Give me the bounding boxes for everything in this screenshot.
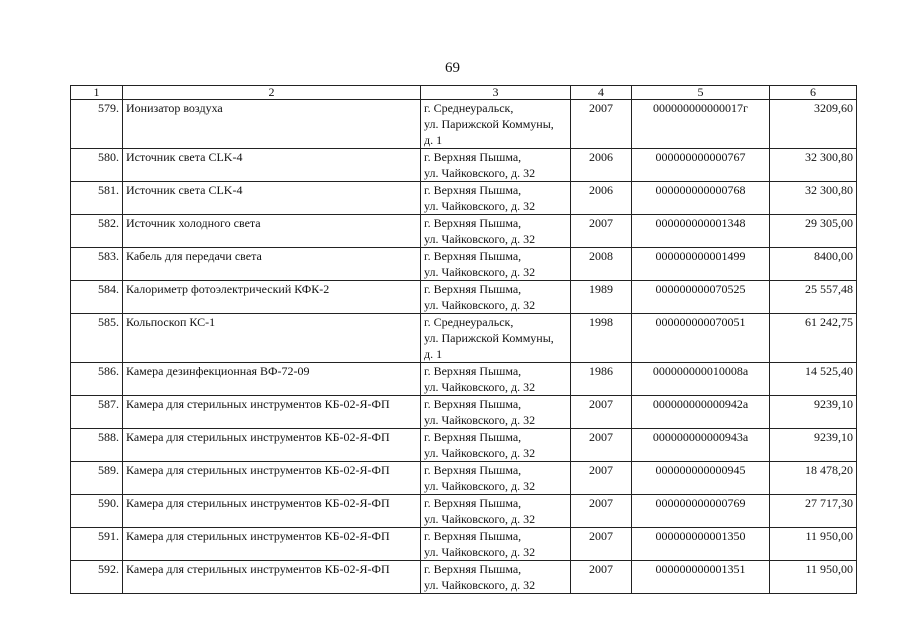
column-header-3: 3	[421, 86, 571, 100]
item-name-cell: Камера для стерильных инструментов КБ-02-Я-ФП	[123, 561, 421, 594]
row-number-cell: 579.	[71, 100, 123, 149]
row-number-cell: 592.	[71, 561, 123, 594]
value-cell: 32 300,80	[770, 182, 857, 215]
address-line: ул. Чайковского, д. 32	[424, 512, 536, 526]
inventory-number-cell: 000000000000769	[632, 495, 770, 528]
column-header-4: 4	[571, 86, 632, 100]
inventory-number-cell: 000000000000768	[632, 182, 770, 215]
address-cell	[421, 281, 571, 314]
value-cell: 25 557,48	[770, 281, 857, 314]
item-name-cell: Камера для стерильных инструментов КБ-02-Я-ФП	[123, 528, 421, 561]
address-line: ул. Чайковского, д. 32	[424, 232, 536, 246]
table-row	[71, 495, 857, 528]
item-name-cell: Источник света CLK-4	[123, 182, 421, 215]
inventory-number-cell: 000000000001350	[632, 528, 770, 561]
row-number-cell: 588.	[71, 429, 123, 462]
address-line: ул. Чайковского, д. 32	[424, 446, 536, 460]
inventory-number-cell: 000000000000767	[632, 149, 770, 182]
table-row	[71, 396, 857, 429]
table-row	[71, 462, 857, 495]
address-cell	[421, 248, 571, 281]
address-line: д. 1	[424, 133, 443, 147]
value-cell: 11 950,00	[770, 561, 857, 594]
address-line: ул. Чайковского, д. 32	[424, 380, 536, 394]
inventory-number-cell: 000000000000943а	[632, 429, 770, 462]
address-line: г. Верхняя Пышма,	[424, 183, 522, 197]
address-line: ул. Чайковского, д. 32	[424, 199, 536, 213]
address-line: г. Среднеуральск,	[424, 101, 514, 115]
year-cell: 2007	[571, 462, 632, 495]
address-line: ул. Чайковского, д. 32	[424, 298, 536, 312]
table-row	[71, 100, 857, 149]
address-line: г. Верхняя Пышма,	[424, 150, 522, 164]
address-cell	[421, 396, 571, 429]
address-cell	[421, 429, 571, 462]
year-cell: 2007	[571, 528, 632, 561]
row-number-cell: 591.	[71, 528, 123, 561]
year-cell: 2007	[571, 100, 632, 149]
value-cell: 3209,60	[770, 100, 857, 149]
address-cell	[421, 100, 571, 149]
value-cell: 18 478,20	[770, 462, 857, 495]
value-cell: 61 242,75	[770, 314, 857, 363]
address-cell	[421, 149, 571, 182]
row-number-cell: 586.	[71, 363, 123, 396]
table-row	[71, 561, 857, 594]
inventory-number-cell: 000000000000945	[632, 462, 770, 495]
table-row	[71, 314, 857, 363]
address-line: д. 1	[424, 347, 443, 361]
year-cell: 1998	[571, 314, 632, 363]
column-header-1: 1	[71, 86, 123, 100]
column-header-5: 5	[632, 86, 770, 100]
column-header-2: 2	[123, 86, 421, 100]
value-cell: 29 305,00	[770, 215, 857, 248]
year-cell: 2007	[571, 396, 632, 429]
inventory-number-cell: 000000000070525	[632, 281, 770, 314]
address-line: г. Верхняя Пышма,	[424, 249, 522, 263]
address-line: г. Верхняя Пышма,	[424, 496, 522, 510]
item-name-cell: Камера для стерильных инструментов КБ-02-Я-ФП	[123, 429, 421, 462]
item-name-cell: Кольпоскоп КС-1	[123, 314, 421, 363]
column-number-row	[71, 86, 857, 100]
value-cell: 14 525,40	[770, 363, 857, 396]
item-name-cell: Камера для стерильных инструментов КБ-02-Я-ФП	[123, 462, 421, 495]
address-line: г. Верхняя Пышма,	[424, 216, 522, 230]
value-cell: 32 300,80	[770, 149, 857, 182]
row-number-cell: 583.	[71, 248, 123, 281]
address-line: ул. Парижской Коммуны,	[424, 117, 554, 131]
table-row	[71, 281, 857, 314]
address-line: ул. Чайковского, д. 32	[424, 166, 536, 180]
table-row	[71, 528, 857, 561]
item-name-cell: Ионизатор воздуха	[123, 100, 421, 149]
address-line: ул. Чайковского, д. 32	[424, 413, 536, 427]
row-number-cell: 589.	[71, 462, 123, 495]
table-row	[71, 215, 857, 248]
row-number-cell: 580.	[71, 149, 123, 182]
inventory-number-cell: 000000000000017г	[632, 100, 770, 149]
page-number: 69	[445, 60, 460, 76]
table-row	[71, 363, 857, 396]
address-line: г. Верхняя Пышма,	[424, 529, 522, 543]
address-cell	[421, 182, 571, 215]
address-line: г. Верхняя Пышма,	[424, 430, 522, 444]
row-number-cell: 585.	[71, 314, 123, 363]
table-row	[71, 182, 857, 215]
item-name-cell: Камера для стерильных инструментов КБ-02-Я-ФП	[123, 495, 421, 528]
row-number-cell: 584.	[71, 281, 123, 314]
inventory-number-cell: 000000000000942а	[632, 396, 770, 429]
address-cell	[421, 495, 571, 528]
address-cell	[421, 314, 571, 363]
item-name-cell: Камера дезинфекционная ВФ-72-09	[123, 363, 421, 396]
address-cell	[421, 215, 571, 248]
row-number-cell: 590.	[71, 495, 123, 528]
year-cell: 2006	[571, 182, 632, 215]
address-cell	[421, 528, 571, 561]
value-cell: 9239,10	[770, 429, 857, 462]
inventory-number-cell: 000000000070051	[632, 314, 770, 363]
year-cell: 1986	[571, 363, 632, 396]
item-name-cell: Кабель для передачи света	[123, 248, 421, 281]
address-cell	[421, 462, 571, 495]
address-line: ул. Чайковского, д. 32	[424, 578, 536, 592]
address-cell	[421, 363, 571, 396]
item-name-cell: Источник холодного света	[123, 215, 421, 248]
address-line: ул. Чайковского, д. 32	[424, 479, 536, 493]
value-cell: 9239,10	[770, 396, 857, 429]
year-cell: 1989	[571, 281, 632, 314]
address-line: г. Верхняя Пышма,	[424, 562, 522, 576]
address-line: г. Верхняя Пышма,	[424, 463, 522, 477]
row-number-cell: 581.	[71, 182, 123, 215]
address-line: г. Верхняя Пышма,	[424, 397, 522, 411]
item-name-cell: Источник света CLK-4	[123, 149, 421, 182]
year-cell: 2007	[571, 495, 632, 528]
table-row	[71, 248, 857, 281]
table-row	[71, 429, 857, 462]
value-cell: 11 950,00	[770, 528, 857, 561]
property-table	[70, 85, 857, 594]
value-cell: 27 717,30	[770, 495, 857, 528]
year-cell: 2006	[571, 149, 632, 182]
table-row	[71, 149, 857, 182]
item-name-cell: Калориметр фотоэлектрический КФК-2	[123, 281, 421, 314]
year-cell: 2007	[571, 561, 632, 594]
address-line: г. Верхняя Пышма,	[424, 364, 522, 378]
address-line: ул. Чайковского, д. 32	[424, 545, 536, 559]
inventory-number-cell: 000000000001351	[632, 561, 770, 594]
row-number-cell: 582.	[71, 215, 123, 248]
inventory-number-cell: 000000000001499	[632, 248, 770, 281]
address-line: г. Среднеуральск,	[424, 315, 514, 329]
address-line: ул. Чайковского, д. 32	[424, 265, 536, 279]
inventory-number-cell: 000000000010008а	[632, 363, 770, 396]
year-cell: 2008	[571, 248, 632, 281]
address-line: г. Верхняя Пышма,	[424, 282, 522, 296]
value-cell: 8400,00	[770, 248, 857, 281]
item-name-cell: Камера для стерильных инструментов КБ-02-Я-ФП	[123, 396, 421, 429]
inventory-number-cell: 000000000001348	[632, 215, 770, 248]
table-body	[71, 100, 857, 594]
address-line: ул. Парижской Коммуны,	[424, 331, 554, 345]
year-cell: 2007	[571, 215, 632, 248]
column-header-6: 6	[770, 86, 857, 100]
year-cell: 2007	[571, 429, 632, 462]
row-number-cell: 587.	[71, 396, 123, 429]
address-cell	[421, 561, 571, 594]
